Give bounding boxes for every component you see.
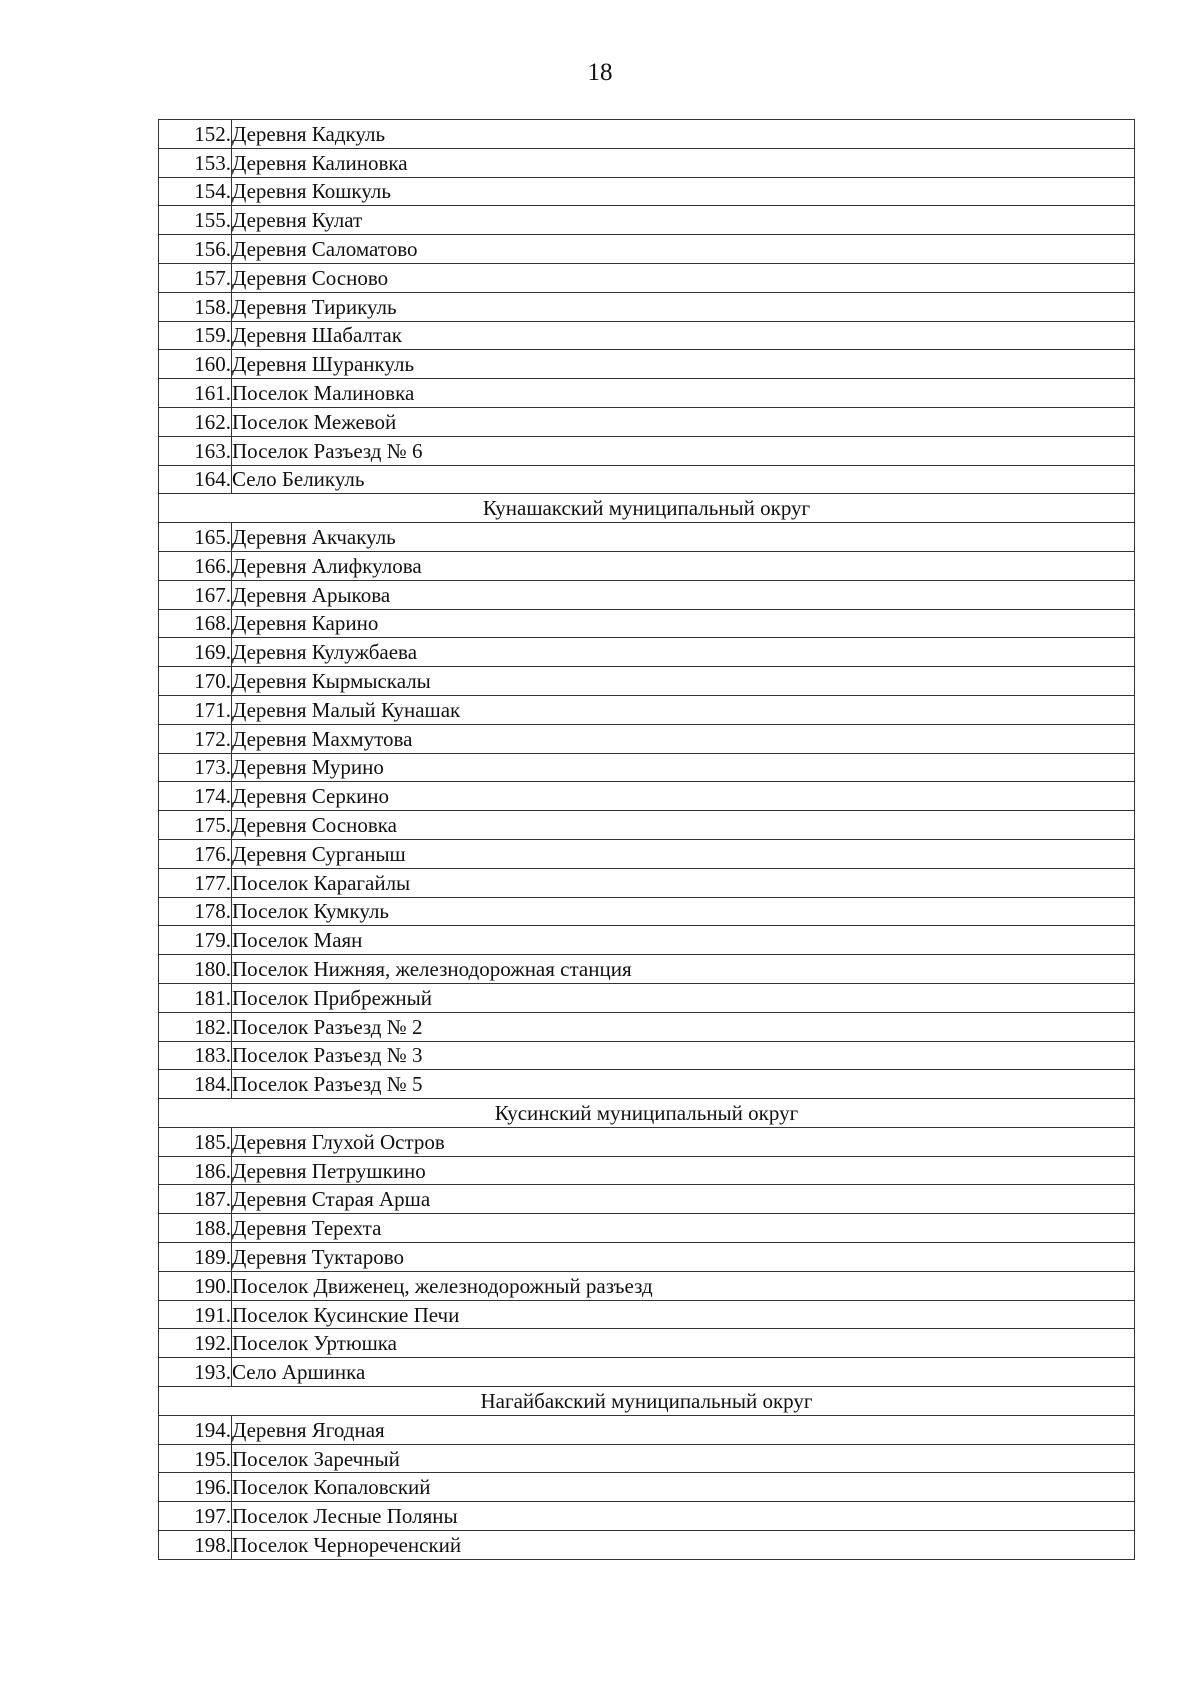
settlement-name: Поселок Прибрежный [232,983,1135,1012]
settlements-table [158,119,1135,1560]
settlement-name: Поселок Межевой [232,407,1135,436]
table-row [159,407,1135,436]
table-row [159,1127,1135,1156]
settlement-name: Поселок Движенец, железнодорожный разъезд [232,1271,1135,1300]
row-number: 167. [159,580,232,609]
row-number: 172. [159,724,232,753]
row-number: 156. [159,235,232,264]
section-header-row [159,1099,1135,1128]
table-row [159,1041,1135,1070]
table-row [159,1012,1135,1041]
section-header-row [159,1387,1135,1416]
row-number: 186. [159,1156,232,1185]
row-number: 153. [159,148,232,177]
settlement-name: Поселок Чернореченский [232,1531,1135,1560]
row-number: 161. [159,379,232,408]
settlement-name: Деревня Акчакуль [232,523,1135,552]
table-row [159,638,1135,667]
row-number: 177. [159,868,232,897]
row-number: 187. [159,1185,232,1214]
table-row [159,1444,1135,1473]
table-row [159,724,1135,753]
table-row [159,695,1135,724]
row-number: 162. [159,407,232,436]
table-row [159,1473,1135,1502]
table-row [159,436,1135,465]
settlement-name: Деревня Серкино [232,782,1135,811]
table-row [159,1070,1135,1099]
table-row [159,177,1135,206]
row-number: 157. [159,263,232,292]
settlement-name: Поселок Разъезд № 5 [232,1070,1135,1099]
table-row [159,926,1135,955]
row-number: 185. [159,1127,232,1156]
row-number: 194. [159,1415,232,1444]
table-row [159,782,1135,811]
row-number: 180. [159,955,232,984]
table-row [159,551,1135,580]
table-row [159,811,1135,840]
page-number: 18 [587,59,613,86]
settlement-name: Деревня Саломатово [232,235,1135,264]
settlement-name: Деревня Сурганыш [232,839,1135,868]
row-number: 181. [159,983,232,1012]
row-number: 179. [159,926,232,955]
row-number: 166. [159,551,232,580]
settlement-name: Деревня Карино [232,609,1135,638]
section-title: Кусинский муниципальный округ [159,1099,1135,1128]
settlement-name: Деревня Тирикуль [232,292,1135,321]
table-row [159,120,1135,149]
table-row [159,955,1135,984]
table-row [159,1214,1135,1243]
settlement-name: Поселок Карагайлы [232,868,1135,897]
settlement-name: Деревня Шабалтак [232,321,1135,350]
settlement-name: Поселок Лесные Поляны [232,1502,1135,1531]
table-row [159,1502,1135,1531]
settlement-name: Деревня Кырмыскалы [232,667,1135,696]
table-row [159,667,1135,696]
table-row [159,379,1135,408]
table-row [159,580,1135,609]
section-header-row [159,494,1135,523]
settlement-name: Поселок Разъезд № 3 [232,1041,1135,1070]
row-number: 198. [159,1531,232,1560]
row-number: 174. [159,782,232,811]
table-row [159,839,1135,868]
table-row [159,1329,1135,1358]
table-row [159,1156,1135,1185]
settlement-name: Село Беликуль [232,465,1135,494]
row-number: 173. [159,753,232,782]
table-row [159,897,1135,926]
settlement-name: Поселок Кусинские Печи [232,1300,1135,1329]
row-number: 192. [159,1329,232,1358]
row-number: 155. [159,206,232,235]
settlement-name: Поселок Разъезд № 6 [232,436,1135,465]
section-title: Нагайбакский муниципальный округ [159,1387,1135,1416]
section-title: Кунашакский муниципальный округ [159,494,1135,523]
row-number: 176. [159,839,232,868]
table-row [159,292,1135,321]
table-row [159,1185,1135,1214]
table-row [159,1358,1135,1387]
table-row [159,983,1135,1012]
row-number: 175. [159,811,232,840]
settlement-name: Деревня Шуранкуль [232,350,1135,379]
row-number: 182. [159,1012,232,1041]
settlement-name: Деревня Сосново [232,263,1135,292]
settlement-name: Поселок Малиновка [232,379,1135,408]
settlement-name: Деревня Кошкуль [232,177,1135,206]
settlement-name: Поселок Нижняя, железнодорожная станция [232,955,1135,984]
settlement-name: Поселок Кумкуль [232,897,1135,926]
row-number: 152. [159,120,232,149]
settlement-name: Деревня Старая Арша [232,1185,1135,1214]
table-row [159,263,1135,292]
settlement-name: Деревня Терехта [232,1214,1135,1243]
row-number: 188. [159,1214,232,1243]
row-number: 183. [159,1041,232,1070]
row-number: 197. [159,1502,232,1531]
row-number: 164. [159,465,232,494]
row-number: 184. [159,1070,232,1099]
table-row [159,1300,1135,1329]
table-row [159,1243,1135,1272]
table-row [159,465,1135,494]
row-number: 191. [159,1300,232,1329]
settlement-name: Деревня Ягодная [232,1415,1135,1444]
settlement-name: Поселок Копаловский [232,1473,1135,1502]
row-number: 190. [159,1271,232,1300]
row-number: 158. [159,292,232,321]
row-number: 159. [159,321,232,350]
settlement-name: Деревня Туктарово [232,1243,1135,1272]
row-number: 171. [159,695,232,724]
row-number: 189. [159,1243,232,1272]
settlement-name: Поселок Разъезд № 2 [232,1012,1135,1041]
settlement-name: Деревня Алифкулова [232,551,1135,580]
settlement-name: Поселок Маян [232,926,1135,955]
settlement-name: Деревня Арыкова [232,580,1135,609]
row-number: 168. [159,609,232,638]
table-row [159,206,1135,235]
table-row [159,350,1135,379]
table-row [159,753,1135,782]
settlement-name: Поселок Заречный [232,1444,1135,1473]
settlement-name: Поселок Уртюшка [232,1329,1135,1358]
row-number: 160. [159,350,232,379]
table-row [159,609,1135,638]
table-row [159,868,1135,897]
settlement-name: Деревня Мурино [232,753,1135,782]
table-row [159,1531,1135,1560]
row-number: 193. [159,1358,232,1387]
row-number: 170. [159,667,232,696]
settlement-name: Село Аршинка [232,1358,1135,1387]
table-row [159,1271,1135,1300]
row-number: 195. [159,1444,232,1473]
settlement-name: Деревня Кулат [232,206,1135,235]
settlements-table-body [159,120,1135,1560]
row-number: 178. [159,897,232,926]
settlement-name: Деревня Сосновка [232,811,1135,840]
table-row [159,1415,1135,1444]
settlement-name: Деревня Глухой Остров [232,1127,1135,1156]
settlement-name: Деревня Петрушкино [232,1156,1135,1185]
settlement-name: Деревня Кулужбаева [232,638,1135,667]
settlement-name: Деревня Калиновка [232,148,1135,177]
table-row [159,321,1135,350]
row-number: 196. [159,1473,232,1502]
table-row [159,148,1135,177]
table-row [159,235,1135,264]
settlement-name: Деревня Махмутова [232,724,1135,753]
row-number: 165. [159,523,232,552]
table-row [159,523,1135,552]
row-number: 169. [159,638,232,667]
row-number: 163. [159,436,232,465]
settlement-name: Деревня Малый Кунашак [232,695,1135,724]
row-number: 154. [159,177,232,206]
settlement-name: Деревня Кадкуль [232,120,1135,149]
